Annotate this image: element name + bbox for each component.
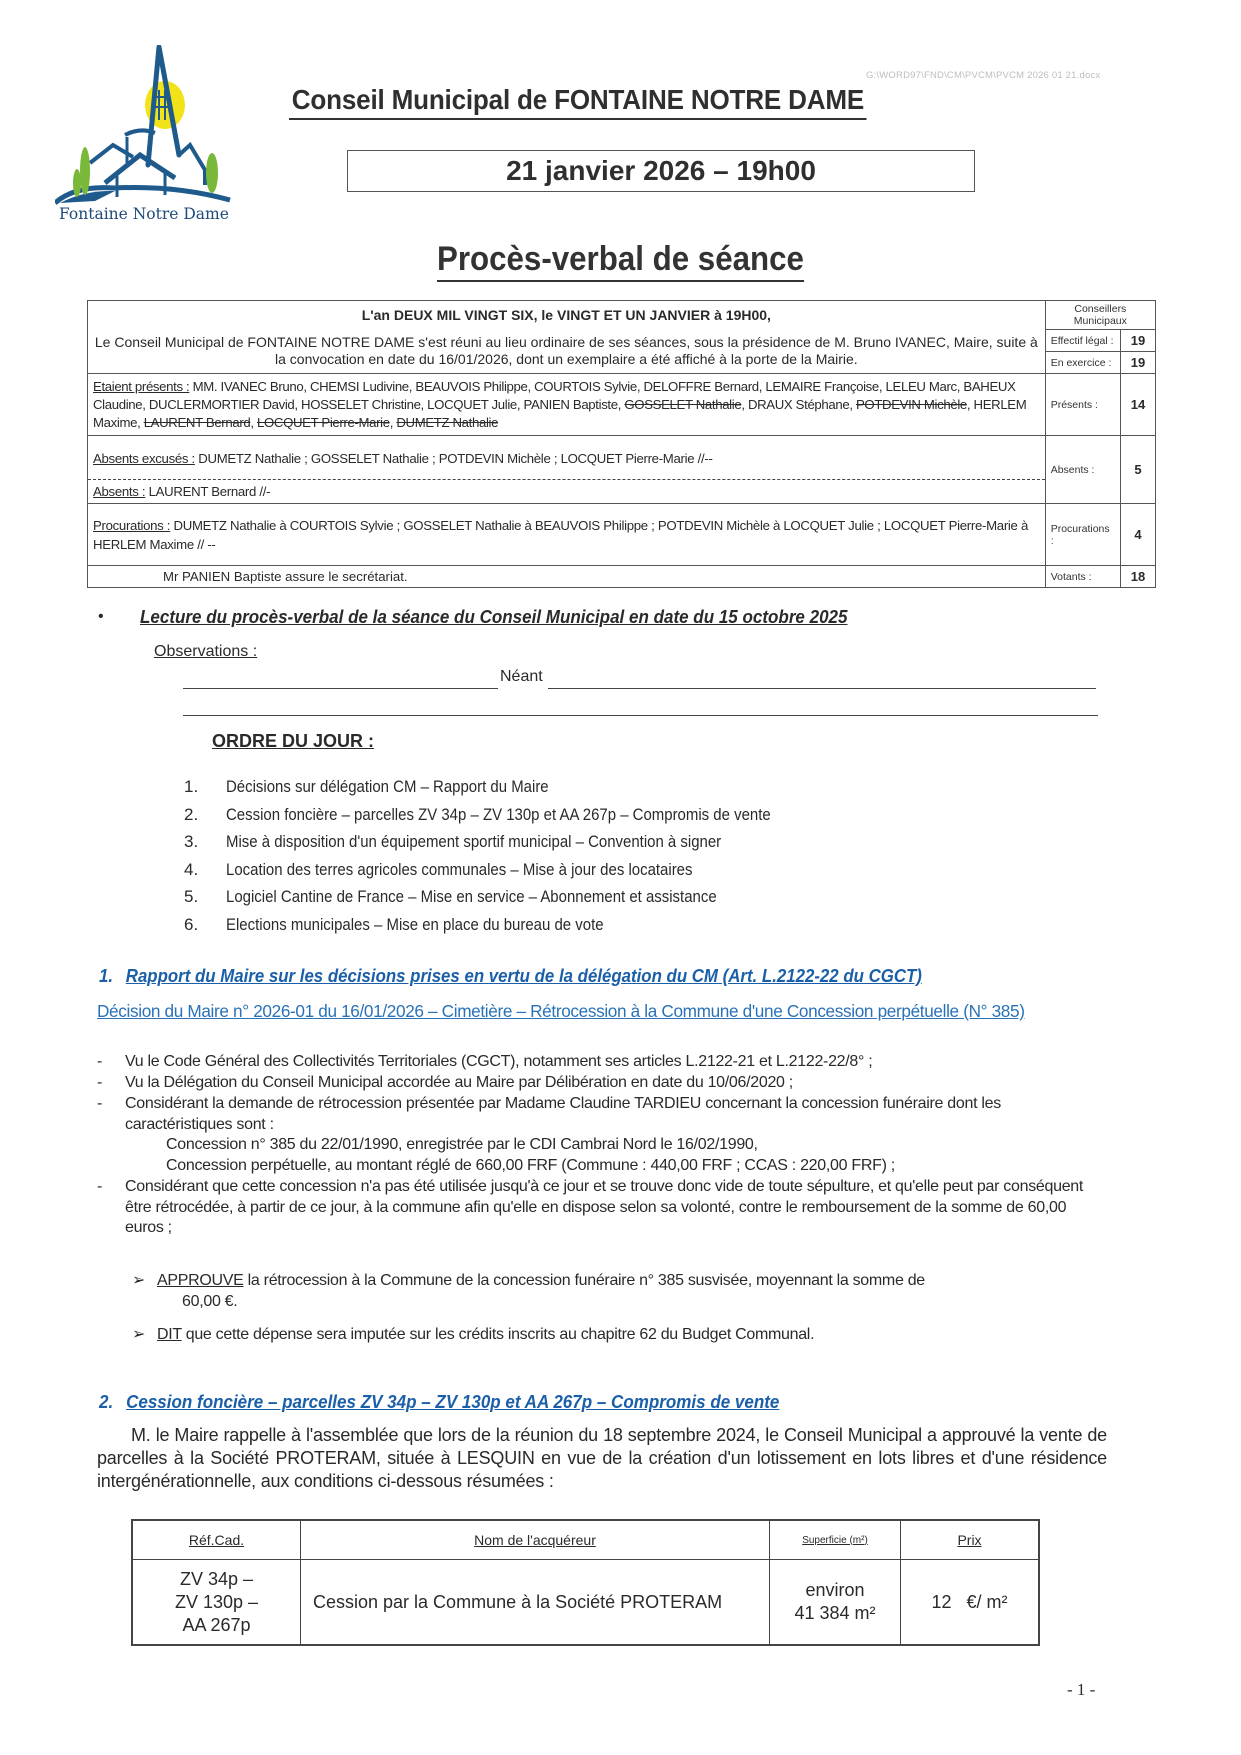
superficie-cell: environ 41 384 m²	[770, 1560, 901, 1646]
meeting-date: 21 janvier 2026 – 19h00	[347, 150, 975, 192]
observation-line	[183, 715, 1098, 716]
ref-cad-cell: ZV 34p – ZV 130p – AA 267p	[132, 1560, 301, 1646]
page-number: - 1 -	[1067, 1680, 1096, 1699]
dit-item: ➢ DIT que cette dépense sera imputée sur les crédits inscrits au chapitre 62 du Budget Communal.	[132, 1326, 815, 1343]
decision-title: Décision du Maire n° 2026-01 du 16/01/2026 – Cimetière – Rétrocession à la Commune d'une Concession perpétuelle (N° 385)	[97, 1001, 1025, 1021]
agenda-item: 2. Cession foncière – parcelles ZV 34p – ZV 130p et AA 267p – Compromis de vente	[184, 804, 771, 824]
section-2-paragraph: M. le Maire rappelle à l'assemblée que lors de la réunion du 18 septembre 2024, le Conseil Municipal a approuvé la vente de parcelles à la Société PROTERAM, située à LESQUIN en vue de la création d'un lotissement en lots libres et d'une résidence intergénérationnelle, aux conditions ci-dessous résumées :	[97, 1425, 1107, 1491]
prix-cell: 12 €/ m²	[901, 1560, 1040, 1646]
arrow-bullet-icon: ➢	[132, 1326, 146, 1343]
column-header: Superficie (m²)	[770, 1520, 901, 1560]
agenda-item: 1. Décisions sur délégation CM – Rapport du Maire	[184, 777, 549, 796]
observations-value: Néant	[500, 668, 543, 685]
agenda-list	[184, 773, 845, 938]
procurations-cell: Procurations : DUMETZ Nathalie à COURTOIS Sylvie ; GOSSELET Nathalie à BEAUVOIS Philippe ; POTDEVIN Michèle à LOCQUET Julie ; LOCQUET Pierre-Marie à HERLEM Maxime // --	[88, 504, 1046, 566]
agenda-item: 4. Location des terres agricoles communales – Mise à jour des locataires	[184, 859, 693, 879]
absents-cell: Absents excusés : DUMETZ Nathalie ; GOSSELET Nathalie ; POTDEVIN Michèle ; LOCQUET Pierre-Marie //-- Absents : LAURENT Bernard //-	[88, 436, 1046, 504]
municipal-logo	[55, 45, 240, 230]
bullet-icon: •	[98, 608, 104, 625]
approuve-item: ➢ APPROUVE la rétrocession à la Commune de la concession funéraire n° 385 susvisée, moyennant la somme de 60,00 €.	[132, 1272, 925, 1310]
procurations-label: Procurations :	[93, 517, 171, 533]
considerant-item: - Vu la Délégation du Conseil Municipal accordée au Maire par Délibération en date du 10/06/2020 ;	[97, 1074, 793, 1091]
agenda-title: ORDRE DU JOUR :	[212, 731, 375, 751]
logo-text: Fontaine Notre Dame	[59, 205, 229, 223]
arrow-bullet-icon: ➢	[132, 1272, 146, 1289]
count-label: En exercice :	[1045, 352, 1120, 374]
lecture-title: Lecture du procès-verbal de la séance du Conseil Municipal en date du 15 octobre 2025	[140, 606, 848, 627]
observations-label: Observations :	[154, 643, 258, 660]
count-label: Effectif légal :	[1045, 330, 1120, 352]
count-label: Présents :	[1045, 374, 1120, 436]
file-path: G:\WORD97\FND\CM\PVCM\PVCM 2026 01 21.docx	[866, 70, 1101, 81]
observation-line	[183, 688, 498, 689]
section-title: Cession foncière – parcelles ZV 34p – ZV 130p et AA 267p – Compromis de vente	[126, 1391, 780, 1412]
count-value: 5	[1121, 436, 1156, 504]
considerant-item: - Vu le Code Général des Collectivités Territoriales (CGCT), notamment ses articles L.2122-21 et L.2122-22/8° ;	[97, 1053, 873, 1070]
count-value: 19	[1121, 330, 1156, 352]
count-label: Procurations :	[1045, 504, 1120, 566]
count-label: Absents :	[1045, 436, 1120, 504]
count-value: 14	[1121, 374, 1156, 436]
column-header: Réf.Cad.	[132, 1520, 301, 1560]
concession-detail: Concession n° 385 du 22/01/1990, enregistrée par le CDI Cambrai Nord le 16/02/1990,	[166, 1136, 758, 1153]
agenda-item: 6. Elections municipales – Mise en place du bureau de vote	[184, 914, 604, 934]
considerant-item: - Considérant la demande de rétrocession présentée par Madame Claudine TARDIEU concernant la concession funéraire dont les caractéristiques sont :	[97, 1095, 1001, 1133]
concession-detail: Concession perpétuelle, au montant réglé de 660,00 FRF (Commune : 440,00 FRF ; CCAS : 220,00 FRF) ;	[166, 1157, 895, 1174]
agenda-item: 5. Logiciel Cantine de France – Mise en service – Abonnement et assistance	[184, 887, 717, 906]
presents-cell: Etaient présents : MM. IVANEC Bruno, CHEMSI Ludivine, BEAUVOIS Philippe, COURTOIS Sylvie, DELOFFRE Bernard, LEMAIRE Françoise, LELEU Marc, BAHEUX Claudine, DUCLERMORTIER David, HOSSELET Christine, LOCQUET Julie, PANIEN Baptiste, GOSSELET Nathalie, DRAUX Stéphane, POTDEVIN Michèle, HERLEM Maxime, LAURENT Bernard, LOCQUET Pierre-Marie, DUMETZ Nathalie	[88, 374, 1046, 436]
table-row	[132, 1560, 1039, 1646]
presents-label: Etaient présents :	[93, 378, 190, 394]
count-value: 4	[1121, 504, 1156, 566]
observation-line	[548, 688, 1096, 689]
church-logo-icon	[55, 45, 240, 205]
absents-label: Absents :	[93, 483, 146, 499]
meeting-heading: L'an DEUX MIL VINGT SIX, le VINGT ET UN JANVIER à 19H00,	[88, 301, 1046, 330]
count-label: Votants :	[1045, 566, 1120, 588]
presence-table	[87, 300, 1156, 588]
absents-excuses-label: Absents excusés :	[93, 450, 195, 466]
agenda-item: 3. Mise à disposition d'un équipement sportif municipal – Convention à signer	[184, 832, 722, 851]
section-title: Rapport du Maire sur les décisions prises en vertu de la délégation du CM (Art. L.2122-22 du CGCT)	[125, 965, 922, 986]
section-2-heading	[99, 1391, 779, 1413]
considerant-item: - Considérant que cette concession n'a pas été utilisée jusqu'à ce jour et se trouve donc vide de toute sépulture, et qu'elle peut par conséquent être rétrocédée, à partir de ce jour, à la commune afin qu'elle en dispose selon sa volonté, contre le remboursement de la somme de 60,00 euros ;	[97, 1178, 1084, 1236]
column-header: Nom de l'acquéreur	[301, 1520, 770, 1560]
section-number: 2.	[99, 1391, 114, 1412]
secretariat: Mr PANIEN Baptiste assure le secrétariat.	[88, 566, 1046, 588]
column-header: Prix	[901, 1520, 1040, 1560]
acquereur-cell: Cession par la Commune à la Société PROTERAM	[301, 1560, 770, 1646]
cession-table	[131, 1519, 1040, 1646]
section-number: 1.	[99, 965, 114, 986]
meeting-intro: Le Conseil Municipal de FONTAINE NOTRE DAME s'est réuni au lieu ordinaire de ses séances, sous la présidence de M. Bruno IVANEC, Maire, suite à la convocation en date du 16/01/2026, dont un exemplaire a été affiché à la porte de la Mairie.	[88, 330, 1046, 374]
count-value: 19	[1121, 352, 1156, 374]
count-value: 18	[1121, 566, 1156, 588]
document-title: Procès-verbal de séance	[437, 240, 804, 282]
section-1-heading	[99, 965, 922, 987]
council-title: Conseil Municipal de FONTAINE NOTRE DAME	[289, 84, 867, 120]
counts-header: Conseillers Municipaux	[1045, 301, 1155, 330]
